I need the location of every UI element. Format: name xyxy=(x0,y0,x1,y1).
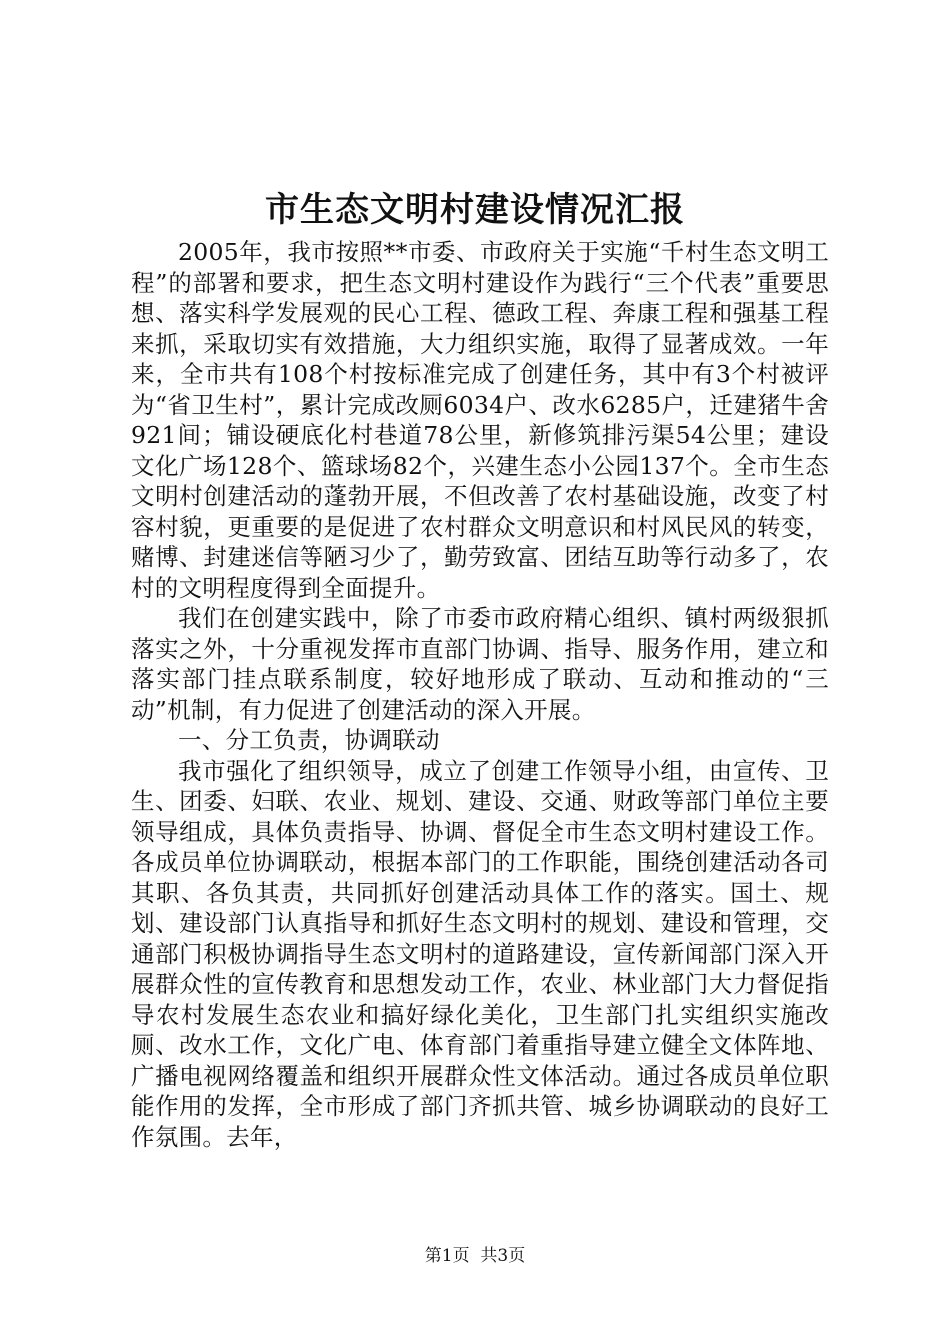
section-heading-1: 一、分工负责，协调联动 xyxy=(178,726,440,754)
paragraph-intro: 2005年，我市按照**市委、市政府关于实施“千村生态文明工程”的部署和要求，把生态文明村建设作为践行“三个代表”重要思想、落实科学发展观的民心工程、德政工程、奔康工程和强基工程来抓，采取切实有效措施，大力组织实施，取得了显著成效。一年来，全市共有108个村按标准完成了创建任务，其中有3个村被评为“省卫生村”，累计完成改厕6034户、改水6285户，迁建猪牛舍921间；铺设硬底化村巷道78公里，新修筑排污渠54公里；建设文化广场128个、篮球场82个，兴建生态小公园137个。全市生态文明村创建活动的蓬勃开展，不但改善了农村基础设施，改变了村容村貌，更重要的是促进了农村群众文明意识和村风民风的转变，赌博、封建迷信等陋习少了，勤劳致富、团结互助等行动多了，农村的文明程度得到全面提升。 xyxy=(131,238,829,602)
document-title: 市生态文明村建设情况汇报 xyxy=(265,190,685,230)
paragraph-section-1: 我市强化了组织领导，成立了创建工作领导小组，由宣传、卫生、团委、妇联、农业、规划、建设、交通、财政等部门单位主要领导组成，具体负责指导、协调、督促全市生态文明村建设工作。各成员单位协调联动，根据本部门的工作职能，围绕创建活动各司其职、各负其责，共同抓好创建活动具体工作的落实。国土、规划、建设部门认真指导和抓好生态文明村的规划、建设和管理，交通部门积极协调指导生态文明村的道路建设，宣传新闻部门深入开展群众性的宣传教育和思想发动工作，农业、林业部门大力督促指导农村发展生态农业和搞好绿化美化，卫生部门扎实组织实施改厕、改水工作，文化广电、体育部门着重指导建立健全文体阵地、广播电视网络覆盖和组织开展群众性文体活动。通过各成员单位职能作用的发挥，全市形成了部门齐抓共管、城乡协调联动的良好工作氛围。去年， xyxy=(131,756,829,1151)
page-number: 第1页 共3页 xyxy=(424,1246,526,1266)
document-body xyxy=(131,237,829,1152)
page-footer xyxy=(0,1244,950,1268)
paragraph-practice: 我们在创建实践中，除了市委市政府精心组织、镇村两级狠抓落实之外，十分重视发挥市直部门协调、指导、服务作用，建立和落实部门挂点联系制度，较好地形成了联动、互动和推动的“三动”机制，有力促进了创建活动的深入开展。 xyxy=(131,604,829,724)
